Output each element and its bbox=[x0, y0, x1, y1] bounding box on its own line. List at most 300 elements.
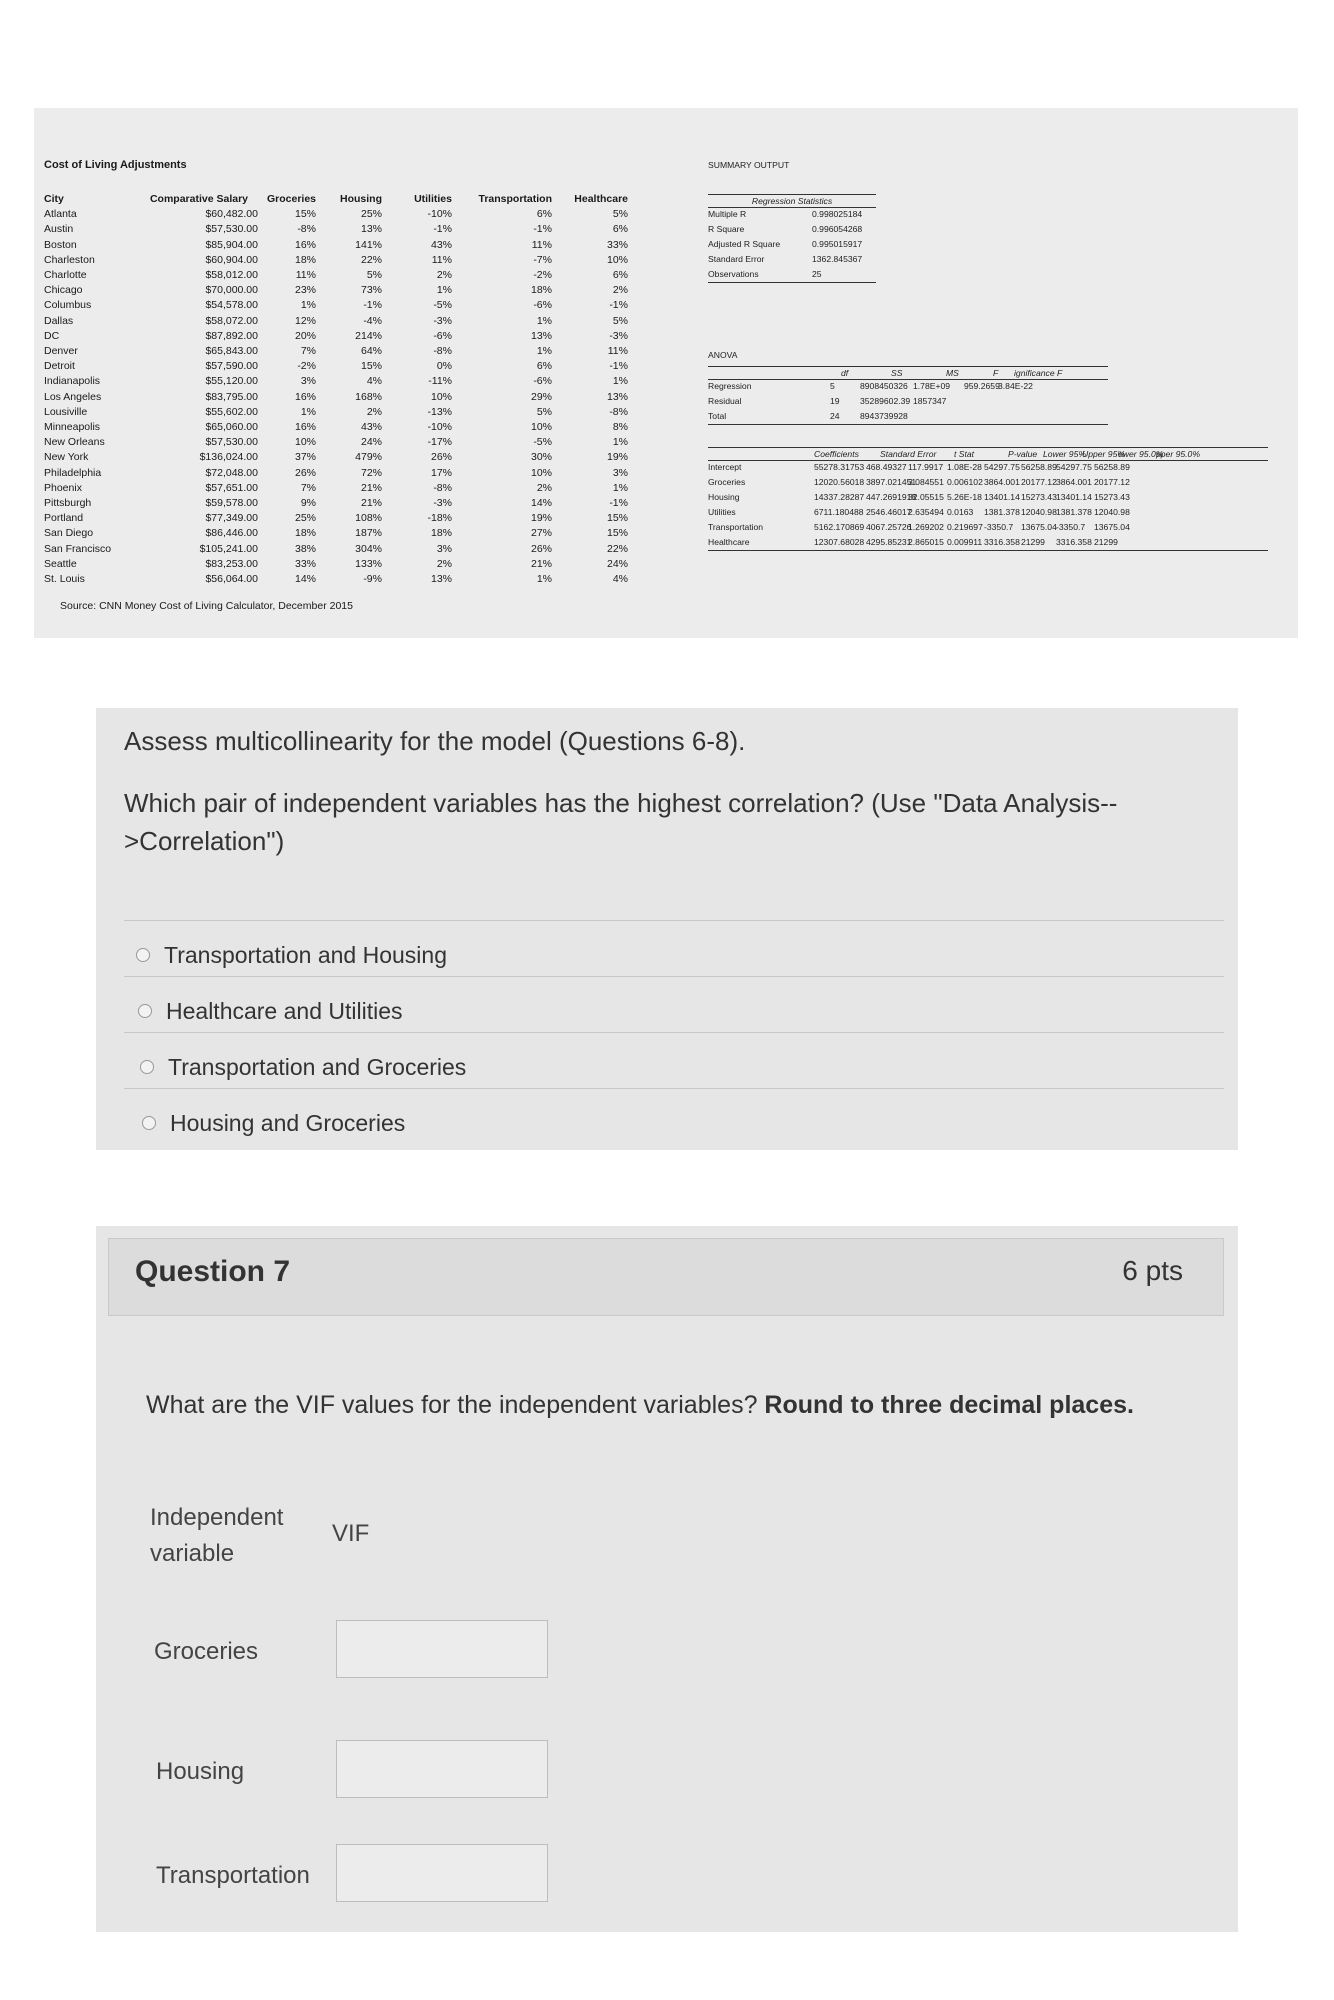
divider bbox=[124, 1032, 1224, 1033]
cell-utilities: 10% bbox=[430, 390, 452, 403]
anova-title: ANOVA bbox=[708, 350, 738, 360]
cell-groceries: 33% bbox=[294, 557, 316, 570]
stat-value: 1362.845367 bbox=[812, 254, 863, 264]
regression-stats-header: Regression Statistics bbox=[708, 194, 876, 208]
cell-housing: 168% bbox=[355, 390, 382, 403]
cell-healthcare: -3% bbox=[609, 329, 628, 342]
coefficient-row bbox=[708, 475, 1268, 490]
column-header-variable: Independent variable bbox=[150, 1504, 284, 1567]
answer-option-3[interactable] bbox=[140, 1050, 466, 1084]
divider bbox=[124, 976, 1224, 977]
cell-transportation: 5% bbox=[536, 405, 552, 418]
stat-label: Standard Error bbox=[708, 254, 765, 264]
cell-city: Portland bbox=[44, 512, 84, 525]
cell-transportation: 11% bbox=[531, 238, 552, 251]
coef-cell: Housing bbox=[708, 492, 740, 502]
table-row bbox=[44, 222, 628, 237]
cell-housing: 15% bbox=[360, 360, 382, 373]
stat-label: Observations bbox=[708, 269, 759, 279]
cell-city: New York bbox=[44, 451, 89, 464]
table-row bbox=[44, 557, 628, 572]
coef-cell: 6711.180488 bbox=[814, 507, 864, 517]
cell-salary: $60,904.00 bbox=[205, 253, 258, 266]
cell-transportation: 10% bbox=[530, 466, 552, 479]
cell-city: Los Angeles bbox=[44, 390, 102, 403]
stat-value: 0.996054268 bbox=[812, 224, 863, 234]
stat-label: Multiple R bbox=[708, 209, 747, 219]
cell-salary: $55,602.00 bbox=[205, 405, 258, 418]
table-row bbox=[44, 496, 628, 511]
cell-healthcare: 2% bbox=[612, 284, 628, 297]
coef-cell: 21299 bbox=[1094, 537, 1118, 547]
table-row bbox=[44, 268, 628, 283]
vif-input-housing[interactable] bbox=[336, 1740, 548, 1798]
cell-housing: 21% bbox=[360, 481, 382, 494]
cell-city: St. Louis bbox=[44, 573, 85, 586]
cell-utilities: 0% bbox=[436, 360, 452, 373]
cell-groceries: 18% bbox=[294, 527, 316, 540]
header-city: City bbox=[44, 193, 64, 205]
header-salary: Comparative Salary bbox=[149, 193, 249, 205]
coef-cell: 54297.75 bbox=[1056, 462, 1092, 472]
cell-transportation: 13% bbox=[530, 329, 552, 342]
coef-cell: 3.084551 bbox=[908, 477, 944, 487]
coef-cell: 55278.31753 bbox=[814, 462, 865, 472]
coef-cell: 12020.56018 bbox=[814, 477, 865, 487]
cell-city: New Orleans bbox=[44, 436, 105, 449]
coef-cell: Utilities bbox=[708, 507, 736, 517]
cell-utilities: -10% bbox=[427, 421, 452, 434]
coef-cell: -3350.7 bbox=[984, 522, 1014, 532]
coef-cell: -3350.7 bbox=[1056, 522, 1086, 532]
cell-utilities: -1% bbox=[433, 223, 452, 236]
coef-cell: 1.08E-28 bbox=[947, 462, 982, 472]
cell-city: Atlanta bbox=[44, 208, 77, 221]
radio-button[interactable] bbox=[140, 1060, 154, 1074]
cell-transportation: 6% bbox=[536, 208, 552, 221]
cell-city: Charlotte bbox=[44, 269, 87, 282]
cell-utilities: 17% bbox=[430, 466, 452, 479]
cell-housing: -4% bbox=[363, 314, 382, 327]
cell-housing: 304% bbox=[355, 542, 382, 555]
coef-header-cell: Upper 95% bbox=[1082, 449, 1125, 459]
divider bbox=[124, 920, 1224, 921]
spreadsheet-photo bbox=[34, 108, 1298, 638]
table-row bbox=[44, 466, 628, 481]
cell-healthcare: 5% bbox=[612, 314, 628, 327]
table-row bbox=[44, 450, 628, 465]
coef-cell: 0.219697 bbox=[947, 522, 983, 532]
cell-groceries: 7% bbox=[300, 481, 316, 494]
coef-header-cell: ower 95.0% bbox=[1118, 449, 1164, 459]
cell-housing: -9% bbox=[363, 573, 382, 586]
divider bbox=[124, 1088, 1224, 1089]
cell-healthcare: 1% bbox=[612, 481, 628, 494]
table-row bbox=[44, 511, 628, 526]
cell-city: Dallas bbox=[44, 314, 74, 327]
cell-housing: 72% bbox=[360, 466, 382, 479]
cell-healthcare: 1% bbox=[612, 436, 628, 449]
cell-groceries: 12% bbox=[294, 314, 316, 327]
question-points: 6 pts bbox=[1122, 1255, 1183, 1286]
cell-housing: 25% bbox=[360, 208, 382, 221]
cell-utilities: -10% bbox=[427, 208, 452, 221]
cell-salary: $57,530.00 bbox=[205, 436, 258, 449]
cell-salary: $86,446.00 bbox=[205, 527, 258, 540]
cell-city: Austin bbox=[44, 223, 74, 236]
coef-cell: Intercept bbox=[708, 462, 742, 472]
table-row bbox=[44, 207, 628, 222]
cell-city: Columbus bbox=[44, 299, 92, 312]
cell-housing: 22% bbox=[360, 253, 382, 266]
cell-city: Detroit bbox=[44, 360, 75, 373]
cell-housing: 187% bbox=[355, 527, 382, 540]
radio-button[interactable] bbox=[142, 1116, 156, 1130]
cell-healthcare: -8% bbox=[609, 405, 628, 418]
question-title: Question 7 bbox=[135, 1255, 291, 1288]
cell-healthcare: 6% bbox=[612, 223, 628, 236]
cell-city: Chicago bbox=[44, 284, 83, 297]
coef-cell: 4295.85231 bbox=[866, 537, 912, 547]
cell-salary: $77,349.00 bbox=[205, 512, 258, 525]
vif-input-groceries[interactable] bbox=[336, 1620, 548, 1678]
coefficient-row bbox=[708, 490, 1268, 505]
table-row bbox=[44, 481, 628, 496]
table-header-row bbox=[44, 192, 628, 207]
table-row bbox=[44, 526, 628, 541]
cell-salary: $55,120.00 bbox=[205, 375, 258, 388]
cell-utilities: -6% bbox=[433, 329, 452, 342]
cell-utilities: -3% bbox=[433, 497, 452, 510]
radio-button[interactable] bbox=[136, 948, 150, 962]
cell-groceries: 16% bbox=[294, 390, 316, 403]
regression-stat-row bbox=[708, 252, 876, 267]
question-7-panel bbox=[96, 1226, 1238, 1932]
cell-transportation: 14% bbox=[530, 497, 552, 510]
cell-housing: 21% bbox=[360, 497, 382, 510]
anova-cell: 35289602.39 bbox=[860, 396, 911, 406]
answer-option-1[interactable] bbox=[136, 938, 447, 972]
header-transportation: Transportation bbox=[478, 193, 552, 205]
cell-groceries: 15% bbox=[294, 208, 316, 221]
radio-button[interactable] bbox=[138, 1004, 152, 1018]
cell-groceries: 1% bbox=[300, 405, 316, 418]
table-row bbox=[44, 420, 628, 435]
coef-cell: 2546.46017 bbox=[866, 507, 912, 517]
cell-city: Denver bbox=[44, 345, 78, 358]
cell-transportation: -6% bbox=[533, 299, 552, 312]
cell-salary: $83,795.00 bbox=[205, 390, 258, 403]
coef-cell: 13401.14 bbox=[1056, 492, 1092, 502]
cell-salary: $57,590.00 bbox=[205, 360, 258, 373]
cell-housing: 133% bbox=[355, 557, 382, 570]
cell-healthcare: 4% bbox=[612, 573, 628, 586]
question-text-bold: Round to three decimal places. bbox=[764, 1391, 1134, 1419]
cell-city: Pittsburgh bbox=[44, 497, 92, 510]
cell-transportation: 1% bbox=[536, 573, 552, 586]
coefficient-row bbox=[708, 535, 1268, 551]
question-6-panel bbox=[96, 708, 1238, 1150]
cell-groceries: 16% bbox=[294, 238, 316, 251]
header-groceries: Groceries bbox=[266, 193, 316, 205]
coef-cell: 3316.358 bbox=[984, 537, 1020, 547]
answer-label: Transportation and Groceries bbox=[168, 1053, 467, 1080]
coef-cell: 13675.04 bbox=[1021, 522, 1057, 532]
anova-cell: 8908450326 bbox=[860, 381, 908, 391]
cell-healthcare: 15% bbox=[606, 527, 628, 540]
coef-cell: 5.26E-18 bbox=[947, 492, 982, 502]
cell-city: Seattle bbox=[44, 557, 77, 570]
coef-cell: 56258.89 bbox=[1021, 462, 1057, 472]
cell-city: Philadelphia bbox=[44, 466, 102, 479]
cell-salary: $58,072.00 bbox=[205, 314, 258, 327]
table-row bbox=[44, 390, 628, 405]
cell-groceries: 23% bbox=[294, 284, 316, 297]
coef-cell: 447.2691918 bbox=[866, 492, 917, 502]
header-housing: Housing bbox=[340, 193, 382, 205]
cell-utilities: -5% bbox=[433, 299, 452, 312]
cell-transportation: -6% bbox=[533, 375, 552, 388]
anova-header-cell: df bbox=[841, 368, 849, 378]
coef-cell: 12040.98 bbox=[1021, 507, 1057, 517]
coef-cell: 13675.04 bbox=[1094, 522, 1130, 532]
cell-city: Boston bbox=[44, 238, 77, 251]
cell-transportation: 29% bbox=[530, 390, 552, 403]
cell-utilities: -3% bbox=[433, 314, 452, 327]
coef-cell: 15273.43 bbox=[1021, 492, 1057, 502]
coef-cell: 0.0163 bbox=[947, 507, 974, 517]
table-row bbox=[44, 329, 628, 344]
summary-title: SUMMARY OUTPUT bbox=[708, 160, 790, 170]
cell-housing: 73% bbox=[360, 284, 382, 297]
coef-cell: 20177.12 bbox=[1021, 477, 1057, 487]
coef-cell: 3864.001 bbox=[1056, 477, 1092, 487]
cell-transportation: 26% bbox=[530, 542, 552, 555]
anova-cell: Regression bbox=[708, 381, 752, 391]
coef-cell: 21299 bbox=[1021, 537, 1045, 547]
cell-city: San Francisco bbox=[44, 542, 112, 555]
header-healthcare: Healthcare bbox=[574, 193, 628, 205]
cell-transportation: 6% bbox=[536, 360, 552, 373]
cell-transportation: 21% bbox=[530, 557, 552, 570]
cell-healthcare: 6% bbox=[612, 269, 628, 282]
coef-cell: 1381.378 bbox=[1056, 507, 1092, 517]
cell-healthcare: 10% bbox=[606, 253, 628, 266]
question-text: Which pair of independent variables has the highest correlation? (Use "Data Analysis-->Correlation") bbox=[124, 788, 1118, 856]
stat-value: 0.995015917 bbox=[812, 239, 863, 249]
vif-input-transportation[interactable] bbox=[336, 1844, 548, 1902]
coef-header-cell: Standard Error bbox=[880, 449, 937, 459]
cell-healthcare: 11% bbox=[607, 345, 628, 358]
cell-housing: 13% bbox=[360, 223, 382, 236]
cell-salary: $87,892.00 bbox=[205, 329, 258, 342]
coef-cell: 4067.25726 bbox=[866, 522, 912, 532]
coef-cell: 3316.358 bbox=[1056, 537, 1092, 547]
anova-row bbox=[708, 409, 1108, 425]
anova-cell: 1.78E+09 bbox=[913, 381, 951, 391]
cell-utilities: -11% bbox=[428, 375, 452, 388]
cell-housing: 5% bbox=[366, 269, 382, 282]
anova-cell: Total bbox=[708, 411, 727, 421]
anova-cell: 3.84E-22 bbox=[998, 381, 1033, 391]
cell-groceries: -8% bbox=[297, 223, 316, 236]
answer-label: Transportation and Housing bbox=[164, 941, 447, 968]
cell-salary: $58,012.00 bbox=[205, 269, 258, 282]
answer-option-4[interactable] bbox=[142, 1106, 405, 1140]
cell-salary: $57,651.00 bbox=[205, 481, 258, 494]
question-header bbox=[108, 1238, 1224, 1316]
cell-city: Indianapolis bbox=[44, 375, 101, 388]
cell-transportation: 10% bbox=[530, 421, 552, 434]
cell-housing: 24% bbox=[360, 436, 382, 449]
coef-cell: Healthcare bbox=[708, 537, 750, 547]
anova-cell: 5 bbox=[830, 381, 835, 391]
header-utilities: Utilities bbox=[414, 193, 452, 205]
cell-housing: 43% bbox=[360, 421, 382, 434]
cell-utilities: 3% bbox=[436, 542, 452, 555]
coef-cell: 32.05515 bbox=[908, 492, 944, 502]
coef-cell: 1.269202 bbox=[908, 522, 944, 532]
coef-cell: 12040.98 bbox=[1094, 507, 1130, 517]
cell-groceries: 20% bbox=[294, 329, 316, 342]
coefficient-row bbox=[708, 520, 1268, 535]
cell-city: Lousiville bbox=[44, 405, 88, 418]
regression-stat-row bbox=[708, 237, 876, 252]
table-row bbox=[44, 238, 628, 253]
coef-cell: Groceries bbox=[708, 477, 746, 487]
cell-groceries: 10% bbox=[294, 436, 316, 449]
cell-salary: $59,578.00 bbox=[205, 497, 258, 510]
anova-header-cell: ignificance F bbox=[1014, 368, 1063, 378]
table-row bbox=[44, 572, 628, 587]
cell-utilities: -18% bbox=[427, 512, 452, 525]
coef-cell: 1381.378 bbox=[984, 507, 1020, 517]
anova-cell: Residual bbox=[708, 396, 742, 406]
regression-stat-row bbox=[708, 222, 876, 237]
cell-healthcare: 19% bbox=[606, 451, 628, 464]
cost-of-living-table bbox=[44, 192, 628, 587]
cell-transportation: -7% bbox=[533, 253, 552, 266]
coef-cell: 12307.68028 bbox=[814, 537, 865, 547]
cell-utilities: 18% bbox=[430, 527, 452, 540]
cell-transportation: -5% bbox=[533, 436, 552, 449]
coef-header-cell: P-value bbox=[1008, 449, 1038, 459]
anova-cell: 8943739928 bbox=[860, 411, 908, 421]
cell-salary: $65,843.00 bbox=[205, 345, 258, 358]
cell-healthcare: 8% bbox=[612, 421, 628, 434]
cell-groceries: 26% bbox=[294, 466, 316, 479]
anova-cell: 19 bbox=[830, 396, 840, 406]
cell-healthcare: -1% bbox=[609, 497, 628, 510]
table-row bbox=[44, 359, 628, 374]
row-label-groceries: Groceries bbox=[154, 1638, 259, 1665]
cell-salary: $85,904.00 bbox=[205, 238, 258, 251]
coef-cell: 0.009911 bbox=[947, 537, 983, 547]
stat-label: R Square bbox=[708, 224, 745, 234]
table-row bbox=[44, 253, 628, 268]
cell-salary: $72,048.00 bbox=[205, 466, 258, 479]
cell-groceries: 11% bbox=[295, 269, 316, 282]
table-row bbox=[44, 344, 628, 359]
cell-healthcare: 22% bbox=[606, 542, 628, 555]
anova-header bbox=[708, 366, 1108, 380]
coef-cell: Transportation bbox=[708, 522, 764, 532]
cell-groceries: 3% bbox=[300, 375, 316, 388]
cell-housing: 2% bbox=[366, 405, 382, 418]
cell-salary: $136,024.00 bbox=[199, 451, 258, 464]
anova-cell: 1857347 bbox=[913, 396, 947, 406]
cell-groceries: 25% bbox=[294, 512, 316, 525]
answer-option-2[interactable] bbox=[138, 994, 403, 1028]
coef-cell: 117.9917 bbox=[908, 462, 944, 472]
coef-cell: 20177.12 bbox=[1094, 477, 1130, 487]
cell-city: DC bbox=[44, 329, 60, 342]
regression-stat-row bbox=[708, 267, 876, 283]
cell-utilities: -8% bbox=[433, 481, 452, 494]
cell-utilities: 2% bbox=[436, 269, 452, 282]
anova-cell: 24 bbox=[830, 411, 840, 421]
cell-healthcare: 1% bbox=[612, 375, 628, 388]
column-header-vif: VIF bbox=[332, 1520, 370, 1547]
cell-groceries: 18% bbox=[294, 253, 316, 266]
coef-cell: 3864.001 bbox=[984, 477, 1020, 487]
cell-salary: $56,064.00 bbox=[205, 573, 258, 586]
cell-housing: 4% bbox=[366, 375, 382, 388]
regression-stat-row bbox=[708, 207, 876, 222]
cell-utilities: 2% bbox=[436, 557, 452, 570]
cell-transportation: 18% bbox=[530, 284, 552, 297]
cell-healthcare: -1% bbox=[609, 360, 628, 373]
anova-row bbox=[708, 379, 1108, 394]
question-intro: Assess multicollinearity for the model (Questions 6-8). bbox=[124, 726, 746, 756]
coef-header-cell: Lower 95% bbox=[1043, 449, 1086, 459]
anova-cell: 959.2659 bbox=[964, 381, 1000, 391]
stat-label: Adjusted R Square bbox=[708, 239, 781, 249]
cell-groceries: 37% bbox=[294, 451, 316, 464]
cell-city: Minneapolis bbox=[44, 421, 101, 434]
coef-cell: 2.865015 bbox=[908, 537, 944, 547]
coef-cell: 2.635494 bbox=[908, 507, 944, 517]
cell-utilities: 11% bbox=[431, 253, 452, 266]
cell-salary: $83,253.00 bbox=[205, 557, 258, 570]
table-row bbox=[44, 374, 628, 389]
cell-salary: $105,241.00 bbox=[199, 542, 258, 555]
cell-salary: $65,060.00 bbox=[205, 421, 258, 434]
anova-row bbox=[708, 394, 1108, 409]
cell-utilities: 26% bbox=[430, 451, 452, 464]
cell-housing: -1% bbox=[363, 299, 382, 312]
cell-transportation: -2% bbox=[533, 269, 552, 282]
cell-housing: 214% bbox=[355, 329, 382, 342]
table-row bbox=[44, 298, 628, 313]
cell-healthcare: 15% bbox=[606, 512, 628, 525]
cell-salary: $70,000.00 bbox=[205, 284, 258, 297]
coef-cell: 15273.43 bbox=[1094, 492, 1130, 502]
row-label-transportation: Transportation bbox=[156, 1862, 310, 1889]
table-row bbox=[44, 314, 628, 329]
coefficients-header bbox=[708, 447, 1268, 461]
cell-healthcare: 33% bbox=[606, 238, 628, 251]
cell-transportation: -1% bbox=[533, 223, 552, 236]
cell-groceries: 9% bbox=[300, 497, 316, 510]
cell-groceries: 14% bbox=[294, 573, 316, 586]
cell-groceries: -2% bbox=[297, 360, 316, 373]
cell-transportation: 19% bbox=[530, 512, 552, 525]
stat-value: 25 bbox=[812, 269, 822, 279]
cell-groceries: 7% bbox=[300, 345, 316, 358]
stat-value: 0.998025184 bbox=[812, 209, 863, 219]
table-row bbox=[44, 435, 628, 450]
